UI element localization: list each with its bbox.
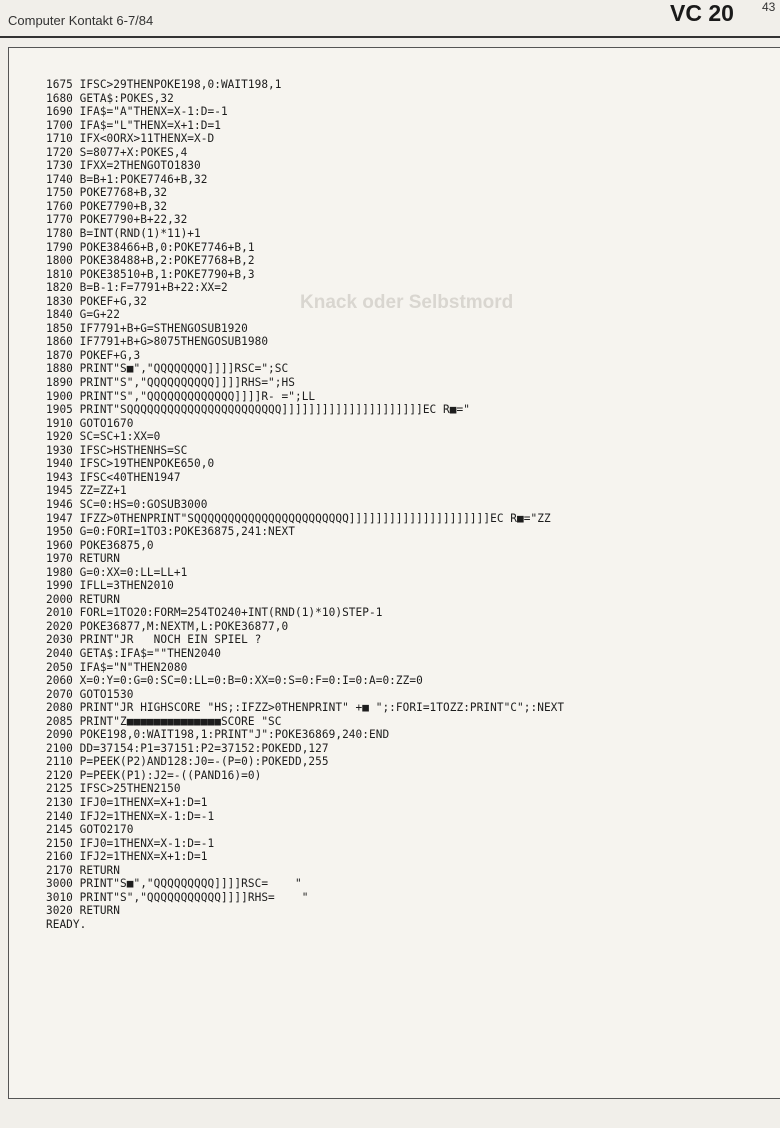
code-line: 1910 GOTO1670 [46, 416, 134, 430]
code-line: 1946 SC=0:HS=0:GOSUB3000 [46, 497, 208, 511]
code-line: 1760 POKE7790+B,32 [46, 199, 168, 213]
code-line: 1730 IFXX=2THENGOTO1830 [46, 159, 201, 173]
code-line: 1810 POKE38510+B,1:POKE7790+B,3 [46, 267, 255, 281]
basic-program-listing [46, 78, 564, 931]
code-line: 3000 PRINT"S■","QQQQQQQQQ]]]]RSC= " [46, 877, 302, 891]
code-line: 2010 FORL=1TO20:FORM=254TO240+INT(RND(1)*10)STEP-1 [46, 606, 383, 620]
code-line: 2120 P=PEEK(P1):J2=-((PAND16)=0) [46, 768, 262, 782]
code-line: 2150 IFJ0=1THENX=X-1:D=-1 [46, 836, 215, 850]
code-line: 2030 PRINT"JR NOCH EIN SPIEL ? [46, 633, 262, 647]
code-line: 1890 PRINT"S","QQQQQQQQQQ]]]]RHS=";HS [46, 376, 295, 390]
section-title: VC 20 [670, 0, 734, 26]
code-line: 1710 IFX<0ORX>11THENX=X-D [46, 132, 215, 146]
code-line: 2050 IFA$="N"THEN2080 [46, 660, 188, 674]
code-line: 1930 IFSC>HSTHENHS=SC [46, 443, 188, 457]
code-line: 1943 IFSC<40THEN1947 [46, 470, 181, 484]
code-line: 2140 IFJ2=1THENX=X-1:D=-1 [46, 809, 215, 823]
code-line: 1840 G=G+22 [46, 308, 121, 322]
code-line: 2145 GOTO2170 [46, 823, 134, 837]
header-rule [0, 36, 780, 38]
code-line: 1990 IFLL=3THEN2010 [46, 579, 174, 593]
code-line: 1900 PRINT"S","QQQQQQQQQQQQQ]]]]R- =";LL [46, 389, 316, 403]
code-line: 2060 X=0:Y=0:G=0:SC=0:LL=0:B=0:XX=0:S=0:F=0:I=0:A=0:ZZ=0 [46, 674, 423, 688]
show-through-text: Knack oder Selbstmord [300, 292, 514, 313]
code-line: 1800 POKE38488+B,2:POKE7768+B,2 [46, 254, 255, 268]
code-line: 1870 POKEF+G,3 [46, 348, 141, 362]
page-number: 43 [762, 0, 776, 14]
code-line: 1790 POKE38466+B,0:POKE7746+B,1 [46, 240, 255, 254]
code-line: 1780 B=INT(RND(1)*11)+1 [46, 227, 201, 241]
code-line: 1830 POKEF+G,32 [46, 294, 147, 308]
code-line: 2110 P=PEEK(P2)AND128:J0=-(P=0):POKEDD,255 [46, 755, 329, 769]
code-line: 2085 PRINT"Z■■■■■■■■■■■■■■SCORE "SC [46, 714, 282, 728]
code-line: 1970 RETURN [46, 552, 121, 566]
code-line: 2100 DD=37154:P1=37151:P2=37152:POKEDD,127 [46, 741, 329, 755]
code-line: 3010 PRINT"S","QQQQQQQQQQQ]]]]RHS= " [46, 890, 309, 904]
code-line: 1860 IF7791+B+G>8075THENGOSUB1980 [46, 335, 269, 349]
code-line: 1945 ZZ=ZZ+1 [46, 484, 127, 498]
code-line: 2170 RETURN [46, 863, 121, 877]
code-line: 2080 PRINT"JR HIGHSCORE "HS;:IFZZ>0THENPRINT" +■ ";:FORI=1TOZZ:PRINT"C";:NEXT [46, 701, 565, 715]
code-line: 1880 PRINT"S■","QQQQQQQQ]]]]RSC=";SC [46, 362, 289, 376]
code-line: 1850 IF7791+B+G=STHENGOSUB1920 [46, 321, 248, 335]
code-line: 1960 POKE36875,0 [46, 538, 154, 552]
code-line: 1740 B=B+1:POKE7746+B,32 [46, 172, 208, 186]
code-line: 1720 S=8077+X:POKES,4 [46, 145, 188, 159]
code-line: 1940 IFSC>19THENPOKE650,0 [46, 457, 215, 471]
code-line: 2090 POKE198,0:WAIT198,1:PRINT"J":POKE36869,240:END [46, 728, 390, 742]
code-line: READY. [46, 917, 87, 931]
code-line: 1770 POKE7790+B+22,32 [46, 213, 188, 227]
code-line: 2020 POKE36877,M:NEXTM,L:POKE36877,0 [46, 619, 289, 633]
magazine-title: Computer Kontakt 6-7/84 [8, 13, 154, 28]
code-line: 1920 SC=SC+1:XX=0 [46, 430, 161, 444]
code-line: 2040 GETA$:IFA$=""THEN2040 [46, 646, 221, 660]
code-line: 2125 IFSC>25THEN2150 [46, 782, 181, 796]
code-line: 1947 IFZZ>0THENPRINT"SQQQQQQQQQQQQQQQQQQQQQQQ]]]]]]]]]]]]]]]]]]]]]EC R■="ZZ [46, 511, 551, 525]
code-line: 1820 B=B-1:F=7791+B+22:XX=2 [46, 281, 228, 295]
code-line: 3020 RETURN [46, 904, 121, 918]
code-line: 1750 POKE7768+B,32 [46, 186, 168, 200]
code-line: 2160 IFJ2=1THENX=X+1:D=1 [46, 850, 208, 864]
code-line: 1675 IFSC>29THENPOKE198,0:WAIT198,1 [46, 78, 282, 91]
code-line: 1690 IFA$="A"THENX=X-1:D=-1 [46, 105, 228, 119]
code-line: 2070 GOTO1530 [46, 687, 134, 701]
code-line: 1680 GETA$:POKES,32 [46, 91, 174, 105]
code-line: 1905 PRINT"SQQQQQQQQQQQQQQQQQQQQQQQ]]]]]]]]]]]]]]]]]]]]]EC R■=" [46, 403, 470, 417]
code-line: 2000 RETURN [46, 592, 121, 606]
code-line: 1700 IFA$="L"THENX=X+1:D=1 [46, 118, 221, 132]
code-line: 2130 IFJ0=1THENX=X+1:D=1 [46, 795, 208, 809]
page-header [0, 0, 780, 38]
code-line: 1980 G=0:XX=0:LL=LL+1 [46, 565, 188, 579]
code-line: 1950 G=0:FORI=1TO3:POKE36875,241:NEXT [46, 525, 295, 539]
